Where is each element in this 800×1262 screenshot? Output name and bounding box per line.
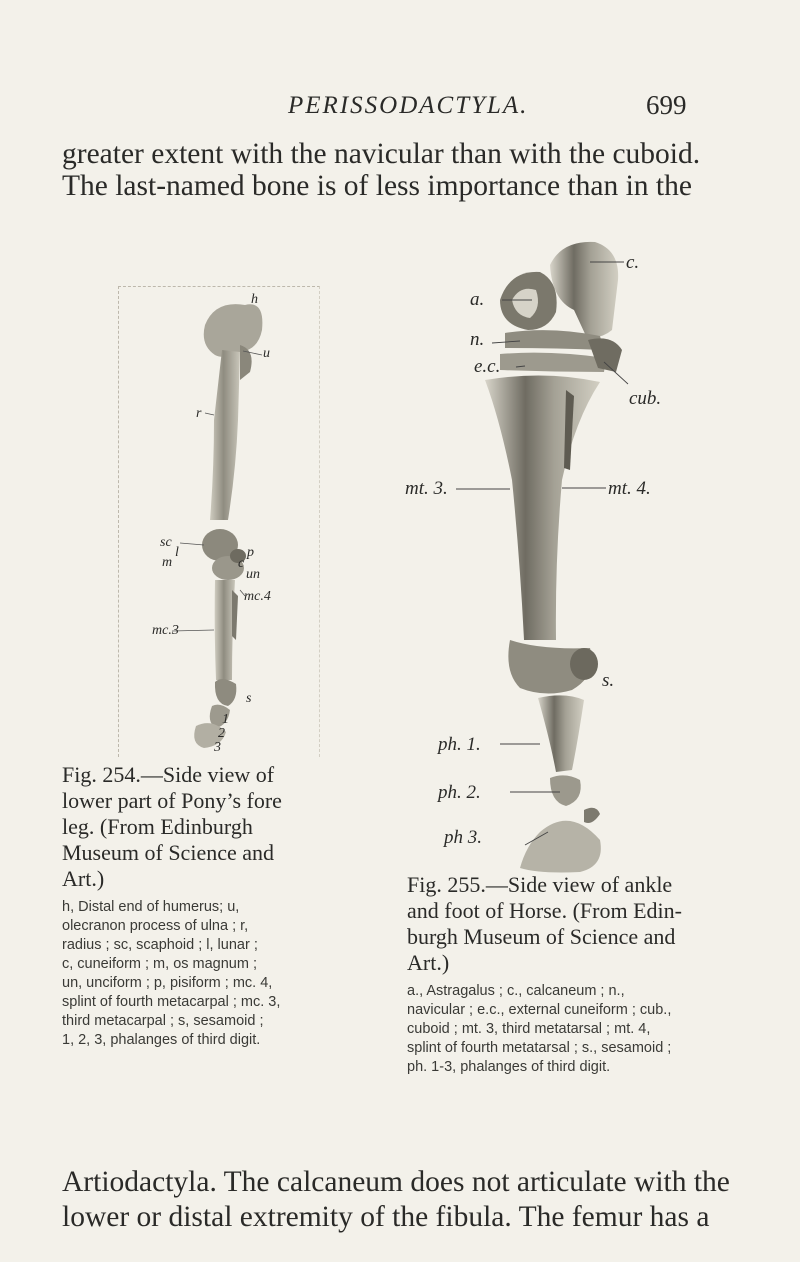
- sesamoid-distal-shape: [584, 808, 600, 823]
- legend-line: ph. 1-3, phalanges of third digit.: [407, 1059, 611, 1075]
- legend-line: olecranon process of ulna ; r,: [62, 918, 249, 934]
- legend-line: splint of fourth metacarpal ; mc. 3,: [62, 994, 281, 1010]
- fig255-label-mt4: mt. 4.: [608, 478, 651, 499]
- fig254-label-un: un: [246, 567, 260, 582]
- sesamoid-shape: [570, 648, 598, 680]
- fig254-label-m: m: [162, 555, 173, 570]
- body-text-line: lower or distal extremity of the fibula. The femur has a: [62, 1201, 710, 1233]
- fig254-label-s: s: [246, 691, 252, 706]
- legend-line: third metacarpal ; s, sesamoid ;: [62, 1013, 264, 1029]
- calcaneum-shape: [550, 242, 618, 337]
- fig255-label-ec: e.c.: [474, 356, 501, 377]
- fig255-label-ph1: ph. 1.: [438, 734, 481, 755]
- legend-line: 1, 2, 3, phalanges of third digit.: [62, 1032, 261, 1048]
- figure-255-caption: [407, 872, 743, 976]
- fig254-label-c: c: [238, 556, 245, 571]
- caption-line: lower part of Pony’s fore: [62, 788, 282, 813]
- figure-255-legend: [407, 982, 747, 1077]
- cuneiform-shape: [500, 353, 606, 372]
- legend-line: c, cuneiform ; m, os magnum ;: [62, 956, 258, 972]
- phalanx-3-shape: [520, 821, 601, 873]
- legend-line: un, unciform ; p, pisiform ; mc. 4,: [62, 975, 273, 991]
- fig255-label-a: a.: [470, 289, 485, 310]
- fig254-label-sc: sc: [160, 535, 172, 550]
- caption-line: Fig. 255.—Side view of ankle: [407, 872, 673, 897]
- legend-line: cuboid ; mt. 3, third metatarsal ; mt. 4,: [407, 1021, 651, 1037]
- fig254-label-mc4: mc.4: [244, 589, 271, 604]
- fig255-label-ph3: ph 3.: [444, 827, 482, 848]
- phalanx-2-shape: [550, 775, 581, 806]
- fig254-label-r: r: [196, 406, 202, 421]
- fig254-label-2: 2: [218, 726, 225, 741]
- fig254-label-1: 1: [222, 712, 229, 727]
- legend-line: h, Distal end of humerus; u,: [62, 899, 240, 915]
- metatarsal-3-shape: [485, 375, 600, 640]
- fig255-label-n: n.: [470, 329, 485, 350]
- fig254-label-l: l: [175, 545, 179, 560]
- caption-line: and foot of Horse. (From Edin-: [407, 898, 682, 923]
- fig254-label-3: 3: [214, 740, 221, 755]
- caption-line: Art.): [407, 950, 450, 975]
- legend-line: splint of fourth metatarsal ; s., sesamoid ;: [407, 1040, 672, 1056]
- fig255-label-mt3: mt. 3.: [405, 478, 448, 499]
- page-number: 699: [646, 90, 687, 120]
- fig255-label-cub: cub.: [629, 388, 662, 409]
- body-text-line: The last-named bone is of less importance than in the: [62, 170, 692, 202]
- fig255-label-c: c.: [626, 252, 640, 273]
- fig255-label-ph2: ph. 2.: [438, 782, 481, 803]
- caption-line: Fig. 254.—Side view of: [62, 762, 275, 787]
- caption-line: burgh Museum of Science and: [407, 924, 676, 949]
- legend-line: navicular ; e.c., external cuneiform ; cub.,: [407, 1002, 672, 1018]
- legend-line: radius ; sc, scaphoid ; l, lunar ;: [62, 937, 258, 953]
- caption-line: leg. (From Edinburgh: [62, 814, 253, 839]
- phalanx-1-shape: [538, 695, 584, 772]
- caption-line: Museum of Science and: [62, 840, 274, 865]
- fig255-label-s: s.: [602, 670, 615, 691]
- fig254-label-mc3: mc.3: [152, 623, 179, 638]
- fig254-label-h: h: [251, 292, 258, 307]
- legend-line: a., Astragalus ; c., calcaneum ; n.,: [407, 983, 625, 999]
- running-header-title: PERISSODACTYLA.: [288, 92, 529, 119]
- fig254-label-u: u: [263, 346, 270, 361]
- caption-line: Art.): [62, 866, 105, 891]
- body-text-line: greater extent with the navicular than with the cuboid.: [62, 138, 701, 170]
- fig254-label-p: p: [247, 545, 254, 560]
- body-text-line: Artiodactyla. The calcaneum does not articulate with the: [62, 1166, 730, 1198]
